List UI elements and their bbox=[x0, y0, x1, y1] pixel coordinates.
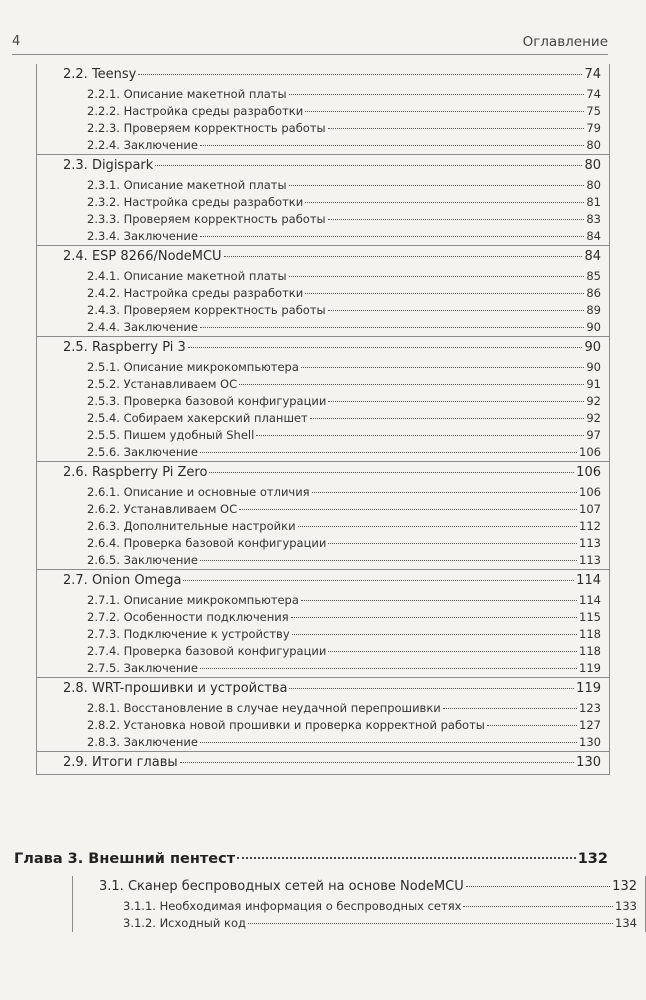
dot-leader bbox=[301, 366, 584, 368]
entry-label: 2.9. Итоги главы bbox=[63, 755, 178, 770]
toc-section bbox=[36, 64, 610, 155]
entry-label: 2.6.5. Заключение bbox=[87, 553, 198, 567]
toc-subsection[interactable] bbox=[37, 700, 609, 717]
dot-leader bbox=[289, 184, 585, 186]
toc-section-title[interactable] bbox=[73, 876, 645, 898]
entry-label: 3.1. Сканер беспроводных сетей на основе NodeMCU bbox=[99, 879, 464, 894]
toc-section-title[interactable] bbox=[37, 246, 609, 268]
dot-leader bbox=[301, 599, 577, 601]
entry-page: 134 bbox=[615, 916, 637, 930]
entry-label: 2.3.1. Описание макетной платы bbox=[87, 178, 287, 192]
entry-page: 130 bbox=[579, 735, 601, 749]
entry-label: 2.7.3. Подключение к устройству bbox=[87, 627, 290, 641]
entry-label: 3.1.2. Исходный код bbox=[123, 916, 246, 930]
toc-section bbox=[36, 570, 610, 678]
dot-leader bbox=[237, 856, 576, 859]
entry-page: 130 bbox=[576, 755, 601, 770]
toc-section bbox=[36, 752, 610, 775]
entry-page: 84 bbox=[586, 229, 601, 243]
toc-section-title[interactable] bbox=[37, 155, 609, 177]
toc-subsection[interactable] bbox=[37, 86, 609, 103]
toc-subsection[interactable] bbox=[37, 211, 609, 228]
entry-label: 2.2.4. Заключение bbox=[87, 138, 198, 152]
toc-section-title[interactable] bbox=[37, 678, 609, 700]
toc-section-title[interactable] bbox=[37, 570, 609, 592]
entry-label: 2.2. Teensy bbox=[63, 67, 137, 82]
dot-leader bbox=[292, 633, 577, 635]
toc-subsection[interactable] bbox=[37, 626, 609, 643]
toc-section bbox=[36, 246, 610, 337]
entry-label: 2.3.4. Заключение bbox=[87, 229, 198, 243]
entry-label: 2.8.3. Заключение bbox=[87, 735, 198, 749]
entry-label: 2.5.3. Проверка базовой конфигурации bbox=[87, 394, 327, 408]
dot-leader bbox=[328, 309, 585, 311]
dot-leader bbox=[289, 687, 574, 689]
page-number: 4 bbox=[12, 34, 21, 49]
entry-page: 97 bbox=[586, 428, 601, 442]
dot-leader bbox=[180, 761, 575, 763]
entry-label: 2.6.2. Устанавливаем ОС bbox=[87, 502, 238, 516]
entry-page: 90 bbox=[586, 320, 601, 334]
dot-leader bbox=[328, 218, 585, 220]
toc-subsection[interactable] bbox=[37, 609, 609, 626]
toc-subsection[interactable] bbox=[37, 410, 609, 427]
entry-label: 2.7.5. Заключение bbox=[87, 661, 198, 675]
toc-subsection[interactable] bbox=[37, 302, 609, 319]
entry-page: 84 bbox=[584, 249, 601, 264]
chapter-title: Глава 3. Внешний пентест bbox=[14, 851, 236, 867]
chapter-heading[interactable] bbox=[14, 846, 608, 872]
entry-page: 91 bbox=[586, 377, 601, 391]
entry-label: 2.2.2. Настройка среды разработки bbox=[87, 104, 304, 118]
dot-leader bbox=[200, 326, 584, 328]
toc-subsection[interactable] bbox=[37, 120, 609, 137]
toc-subsection[interactable] bbox=[37, 268, 609, 285]
entry-page: 85 bbox=[586, 269, 601, 283]
toc-section-title[interactable] bbox=[37, 64, 609, 86]
entry-label: 2.6.4. Проверка базовой конфигурации bbox=[87, 536, 327, 550]
dot-leader bbox=[248, 922, 613, 924]
entry-label: 2.5.4. Собираем хакерский планшет bbox=[87, 411, 308, 425]
entry-label: 2.7. Onion Omega bbox=[63, 573, 182, 588]
entry-page: 119 bbox=[576, 681, 601, 696]
dot-leader bbox=[291, 616, 577, 618]
dot-leader bbox=[305, 110, 584, 112]
entry-page: 106 bbox=[579, 485, 601, 499]
entry-page: 80 bbox=[586, 178, 601, 192]
entry-label: 2.7.1. Описание микрокомпьютера bbox=[87, 593, 299, 607]
entry-page: 114 bbox=[576, 573, 601, 588]
dot-leader bbox=[463, 905, 613, 907]
table-of-contents bbox=[0, 64, 622, 775]
dot-leader bbox=[328, 650, 577, 652]
entry-label: 2.3.2. Настройка среды разработки bbox=[87, 195, 304, 209]
toc-subsection[interactable] bbox=[37, 427, 609, 444]
entry-label: 3.1.1. Необходимая информация о беспроводных сетях bbox=[123, 899, 462, 913]
dot-leader bbox=[328, 127, 585, 129]
entry-page: 79 bbox=[586, 121, 601, 135]
entry-page: 113 bbox=[579, 536, 601, 550]
entry-label: 2.4.1. Описание макетной платы bbox=[87, 269, 287, 283]
toc-subsection[interactable] bbox=[37, 137, 609, 154]
dot-leader bbox=[310, 417, 585, 419]
dot-leader bbox=[200, 144, 584, 146]
dot-leader bbox=[443, 707, 577, 709]
toc-subsection[interactable] bbox=[37, 177, 609, 194]
entry-label: 2.7.2. Особенности подключения bbox=[87, 610, 289, 624]
entry-label: 2.5.5. Пишем удобный Shell bbox=[87, 428, 255, 442]
toc-section bbox=[36, 462, 610, 570]
dot-leader bbox=[200, 741, 577, 743]
entry-label: 2.8.1. Восстановление в случае неудачной перепрошивки bbox=[87, 701, 441, 715]
toc-subsection[interactable] bbox=[37, 444, 609, 461]
toc-section-title[interactable] bbox=[37, 337, 609, 359]
entry-page: 80 bbox=[584, 158, 601, 173]
toc-subsection[interactable] bbox=[37, 734, 609, 751]
toc-subsection[interactable] bbox=[37, 484, 609, 501]
entry-label: 2.6. Raspberry Pi Zero bbox=[63, 465, 208, 480]
toc-subsection[interactable] bbox=[37, 501, 609, 518]
toc-subsection[interactable] bbox=[37, 194, 609, 211]
entry-label: 2.2.1. Описание макетной платы bbox=[87, 87, 287, 101]
dot-leader bbox=[328, 400, 584, 402]
entry-label: 2.4.4. Заключение bbox=[87, 320, 198, 334]
entry-page: 112 bbox=[579, 519, 601, 533]
entry-page: 74 bbox=[586, 87, 601, 101]
entry-page: 119 bbox=[579, 661, 601, 675]
entry-label: 2.5.2. Устанавливаем ОС bbox=[87, 377, 238, 391]
dot-leader bbox=[200, 667, 577, 669]
entry-label: 2.4. ESP 8266/NodeMCU bbox=[63, 249, 222, 264]
dot-leader bbox=[200, 559, 577, 561]
toc-subsection[interactable] bbox=[37, 285, 609, 302]
entry-label: 2.8. WRT-прошивки и устройства bbox=[63, 681, 288, 696]
toc-section-title[interactable] bbox=[37, 752, 609, 774]
entry-page: 132 bbox=[612, 879, 637, 894]
entry-page: 75 bbox=[586, 104, 601, 118]
dot-leader bbox=[328, 542, 577, 544]
dot-leader bbox=[138, 73, 582, 75]
dot-leader bbox=[239, 508, 577, 510]
entry-label: 2.5.6. Заключение bbox=[87, 445, 198, 459]
entry-label: 2.6.1. Описание и основные отличия bbox=[87, 485, 310, 499]
dot-leader bbox=[466, 885, 610, 887]
entry-page: 86 bbox=[586, 286, 601, 300]
entry-page: 113 bbox=[579, 553, 601, 567]
entry-page: 115 bbox=[579, 610, 601, 624]
toc-subsection[interactable] bbox=[37, 359, 609, 376]
dot-leader bbox=[298, 525, 578, 527]
entry-page: 81 bbox=[586, 195, 601, 209]
entry-page: 118 bbox=[579, 627, 601, 641]
entry-label: 2.5.1. Описание микрокомпьютера bbox=[87, 360, 299, 374]
dot-leader bbox=[183, 579, 574, 581]
toc-subsection[interactable] bbox=[37, 660, 609, 677]
entry-label: 2.3.3. Проверяем корректность работы bbox=[87, 212, 326, 226]
entry-page: 123 bbox=[579, 701, 601, 715]
entry-page: 90 bbox=[586, 360, 601, 374]
toc-subsection[interactable] bbox=[73, 915, 645, 932]
dot-leader bbox=[305, 292, 584, 294]
chapter-3-sections bbox=[36, 876, 637, 932]
toc-subsection[interactable] bbox=[37, 518, 609, 535]
entry-label: 2.4.2. Настройка среды разработки bbox=[87, 286, 304, 300]
entry-page: 106 bbox=[579, 445, 601, 459]
running-title: Оглавление bbox=[522, 34, 608, 50]
entry-page: 127 bbox=[579, 718, 601, 732]
entry-page: 83 bbox=[586, 212, 601, 226]
entry-page: 92 bbox=[586, 394, 601, 408]
entry-label: 2.3. Digispark bbox=[63, 158, 154, 173]
entry-page: 114 bbox=[579, 593, 601, 607]
toc-subsection[interactable] bbox=[37, 103, 609, 120]
entry-page: 89 bbox=[586, 303, 601, 317]
dot-leader bbox=[224, 255, 583, 257]
entry-page: 92 bbox=[586, 411, 601, 425]
dot-leader bbox=[487, 724, 577, 726]
dot-leader bbox=[289, 275, 585, 277]
entry-page: 74 bbox=[584, 67, 601, 82]
toc-subsection[interactable] bbox=[37, 228, 609, 245]
toc-section bbox=[36, 337, 610, 462]
dot-leader bbox=[289, 93, 585, 95]
entry-label: 2.7.4. Проверка базовой конфигурации bbox=[87, 644, 327, 658]
toc-subsection[interactable] bbox=[73, 898, 645, 915]
chapter-page: 132 bbox=[577, 851, 608, 867]
toc-subsection[interactable] bbox=[37, 376, 609, 393]
toc-subsection[interactable] bbox=[37, 393, 609, 410]
entry-label: 2.8.2. Установка новой прошивки и проверка корректной работы bbox=[87, 718, 485, 732]
entry-page: 80 bbox=[586, 138, 601, 152]
toc-section bbox=[36, 155, 610, 246]
running-head bbox=[12, 34, 608, 55]
toc-subsection[interactable] bbox=[37, 592, 609, 609]
toc-subsection[interactable] bbox=[37, 319, 609, 336]
entry-page: 106 bbox=[576, 465, 601, 480]
toc-subsection[interactable] bbox=[37, 535, 609, 552]
dot-leader bbox=[239, 383, 584, 385]
dot-leader bbox=[209, 471, 574, 473]
toc-subsection[interactable] bbox=[37, 552, 609, 569]
dot-leader bbox=[256, 434, 584, 436]
entry-label: 2.4.3. Проверяем корректность работы bbox=[87, 303, 326, 317]
entry-page: 133 bbox=[615, 899, 637, 913]
entry-label: 2.6.3. Дополнительные настройки bbox=[87, 519, 296, 533]
dot-leader bbox=[200, 235, 584, 237]
toc-section-title[interactable] bbox=[37, 462, 609, 484]
dot-leader bbox=[305, 201, 584, 203]
dot-leader bbox=[155, 164, 582, 166]
entry-page: 118 bbox=[579, 644, 601, 658]
dot-leader bbox=[188, 346, 583, 348]
entry-page: 107 bbox=[579, 502, 601, 516]
dot-leader bbox=[312, 491, 577, 493]
toc-section bbox=[72, 876, 646, 932]
toc-subsection[interactable] bbox=[37, 717, 609, 734]
toc-section bbox=[36, 678, 610, 752]
entry-label: 2.5. Raspberry Pi 3 bbox=[63, 340, 186, 355]
entry-page: 90 bbox=[584, 340, 601, 355]
entry-label: 2.2.3. Проверяем корректность работы bbox=[87, 121, 326, 135]
dot-leader bbox=[200, 451, 577, 453]
toc-subsection[interactable] bbox=[37, 643, 609, 660]
